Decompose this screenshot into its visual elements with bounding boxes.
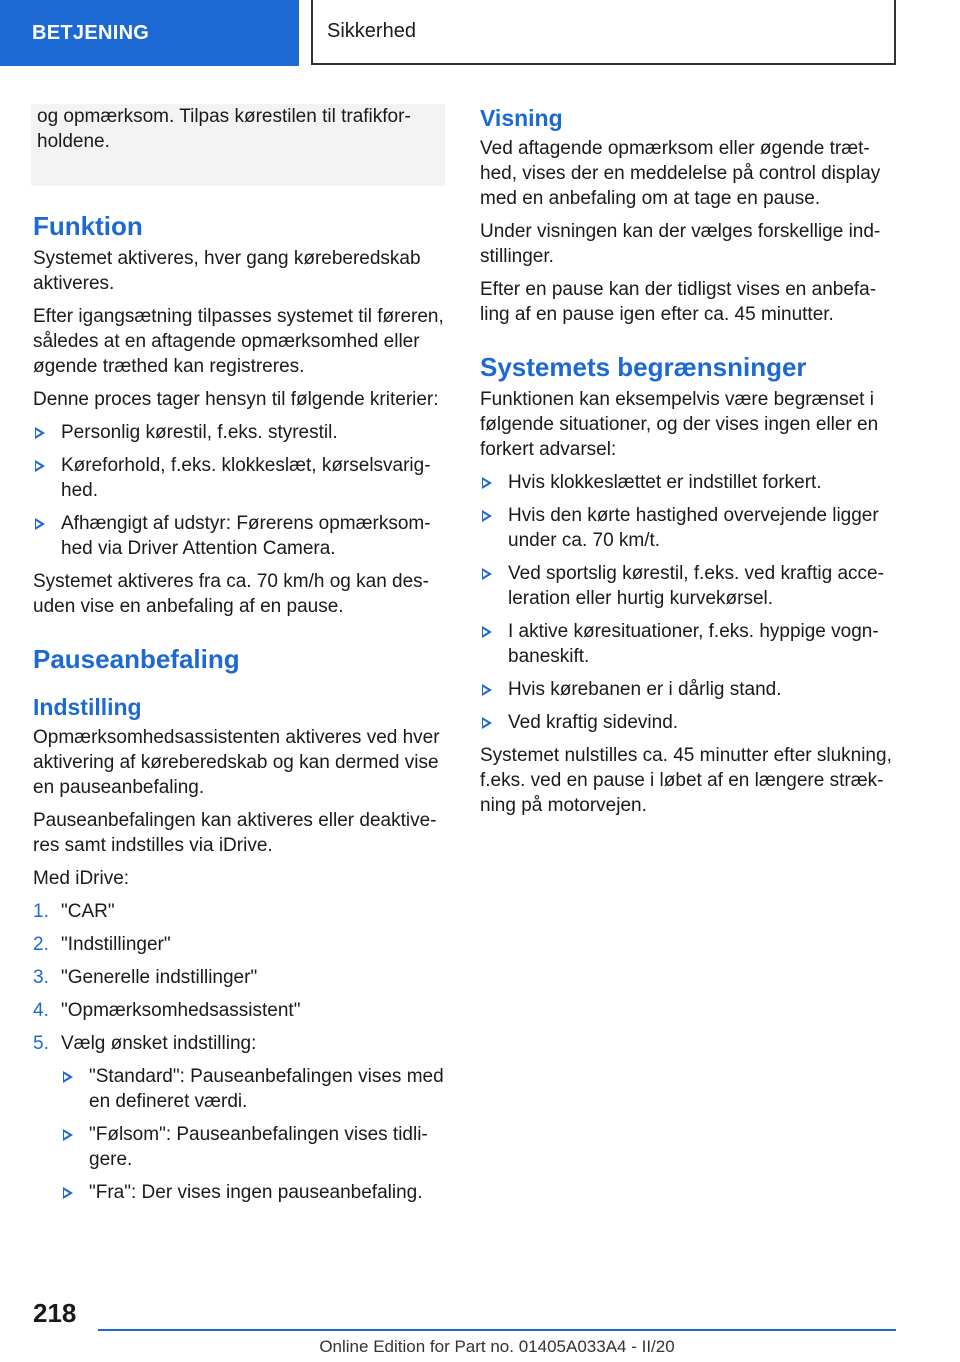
step-item: 2. "Indstillinger" — [33, 934, 171, 955]
idrive-steps — [33, 899, 447, 1205]
triangle-bullet-icon — [63, 1129, 73, 1141]
step-item: 4. "Opmærksomhedsassistent" — [33, 1000, 301, 1021]
list-item: Personlig kørestil, f.eks. styrestil. — [33, 420, 447, 445]
triangle-bullet-icon — [482, 510, 492, 522]
continued-box — [31, 104, 445, 186]
paragraph: Opmærksomhedsassistenten aktiveres ved hver aktivering af køreberedskab og kan dermed vise en pauseanbefaling. — [33, 727, 440, 798]
paragraph: Efter igangsætning tilpasses systemet til føreren, således at en aftagende opmærksomhed eller øgende træthed kan registreres. — [33, 306, 444, 377]
paragraph: Denne proces tager hensyn til følgende kriterier: — [33, 389, 439, 410]
list-item: Ved kraftig sidevind. — [480, 710, 896, 735]
list-item: Ved sportslig kørestil, f.eks. ved kraftig acce-leration eller hurtig kurvekørsel. — [480, 561, 896, 611]
heading-indstilling: Indstilling — [33, 694, 142, 720]
triangle-bullet-icon — [482, 626, 492, 638]
triangle-bullet-icon — [35, 460, 45, 472]
section-title: BETJENING — [32, 21, 150, 44]
left-column — [33, 104, 447, 1213]
paragraph: Pauseanbefalingen kan aktiveres eller deaktive-res samt indstilles via iDrive. — [33, 810, 437, 856]
limitation-list — [480, 470, 896, 735]
paragraph: Systemet nulstilles ca. 45 minutter efter slukning, f.eks. ved en pause i løbet af en længere stræk-ning på motorvejen. — [480, 745, 892, 816]
list-item: Hvis klokkeslættet er indstillet forkert. — [480, 470, 896, 495]
list-item: "Standard": Pauseanbefalingen vises med en defineret værdi. — [61, 1064, 447, 1114]
list-item: Afhængigt af udstyr: Førerens opmærksom-hed via Driver Attention Camera. — [33, 511, 447, 561]
triangle-bullet-icon — [35, 427, 45, 439]
right-column — [480, 104, 896, 826]
triangle-bullet-icon — [63, 1071, 73, 1083]
chapter-title: Sikkerhed — [327, 20, 416, 42]
triangle-bullet-icon — [482, 477, 492, 489]
triangle-bullet-icon — [482, 568, 492, 580]
step-item: 5. Vælg ønsket indstilling: "Standard": Pauseanbefalingen vises med en defineret værdi. "Følsom": Pauseanbefalingen vises tidli-gere. "Fra": Der vises ingen pauseanbefaling. — [33, 1031, 447, 1205]
list-item: Hvis den kørte hastighed overvejende ligger under ca. 70 km/t. — [480, 503, 896, 553]
footer-divider — [98, 1329, 896, 1331]
triangle-bullet-icon — [482, 684, 492, 696]
paragraph: Under visningen kan der vælges forskellige ind-stillinger. — [480, 221, 881, 267]
list-item: Køreforhold, f.eks. klokkeslæt, kørselsvarig-hed. — [33, 453, 447, 503]
heading-funktion: Funktion — [33, 211, 143, 241]
footer-edition: Online Edition for Part no. 01405A033A4 - II/20 — [319, 1337, 675, 1356]
list-item: "Fra": Der vises ingen pauseanbefaling. — [61, 1180, 447, 1205]
page-number: 218 — [33, 1298, 77, 1328]
section-tab — [0, 0, 299, 66]
paragraph: Systemet aktiveres fra ca. 70 km/h og kan des-uden vise en anbefaling af en pause. — [33, 571, 430, 617]
criteria-list — [33, 420, 447, 561]
step-item: 3. "Generelle indstillinger" — [33, 967, 258, 988]
intro-text: og opmærksom. Tilpas kørestilen til trafikfor-holdene. — [37, 106, 411, 152]
heading-visning: Visning — [480, 105, 563, 131]
step-item: 1. "CAR" — [33, 901, 115, 922]
heading-pauseanbefaling: Pauseanbefaling — [33, 644, 240, 674]
triangle-bullet-icon — [482, 717, 492, 729]
list-item: "Følsom": Pauseanbefalingen vises tidli-gere. — [61, 1122, 447, 1172]
list-item: Hvis kørebanen er i dårlig stand. — [480, 677, 896, 702]
triangle-bullet-icon — [63, 1187, 73, 1199]
paragraph: Ved aftagende opmærksom eller øgende træt-hed, vises der en meddelelse på control display med en anbefaling om at tage en pause. — [480, 138, 881, 209]
paragraph: Med iDrive: — [33, 868, 130, 889]
heading-begraensninger: Systemets begrænsninger — [480, 352, 807, 382]
paragraph: Systemet aktiveres, hver gang køreberedskab aktiveres. — [33, 248, 421, 294]
option-list — [61, 1064, 447, 1205]
triangle-bullet-icon — [35, 518, 45, 530]
paragraph: Funktionen kan eksempelvis være begrænset i følgende situationer, og der vises ingen eller en forkert advarsel: — [480, 389, 879, 460]
chapter-tab — [311, 0, 896, 65]
list-item: I aktive køresituationer, f.eks. hyppige vogn-baneskift. — [480, 619, 896, 669]
paragraph: Efter en pause kan der tidligst vises en anbefa-ling af en pause igen efter ca. 45 minutter. — [480, 279, 877, 325]
